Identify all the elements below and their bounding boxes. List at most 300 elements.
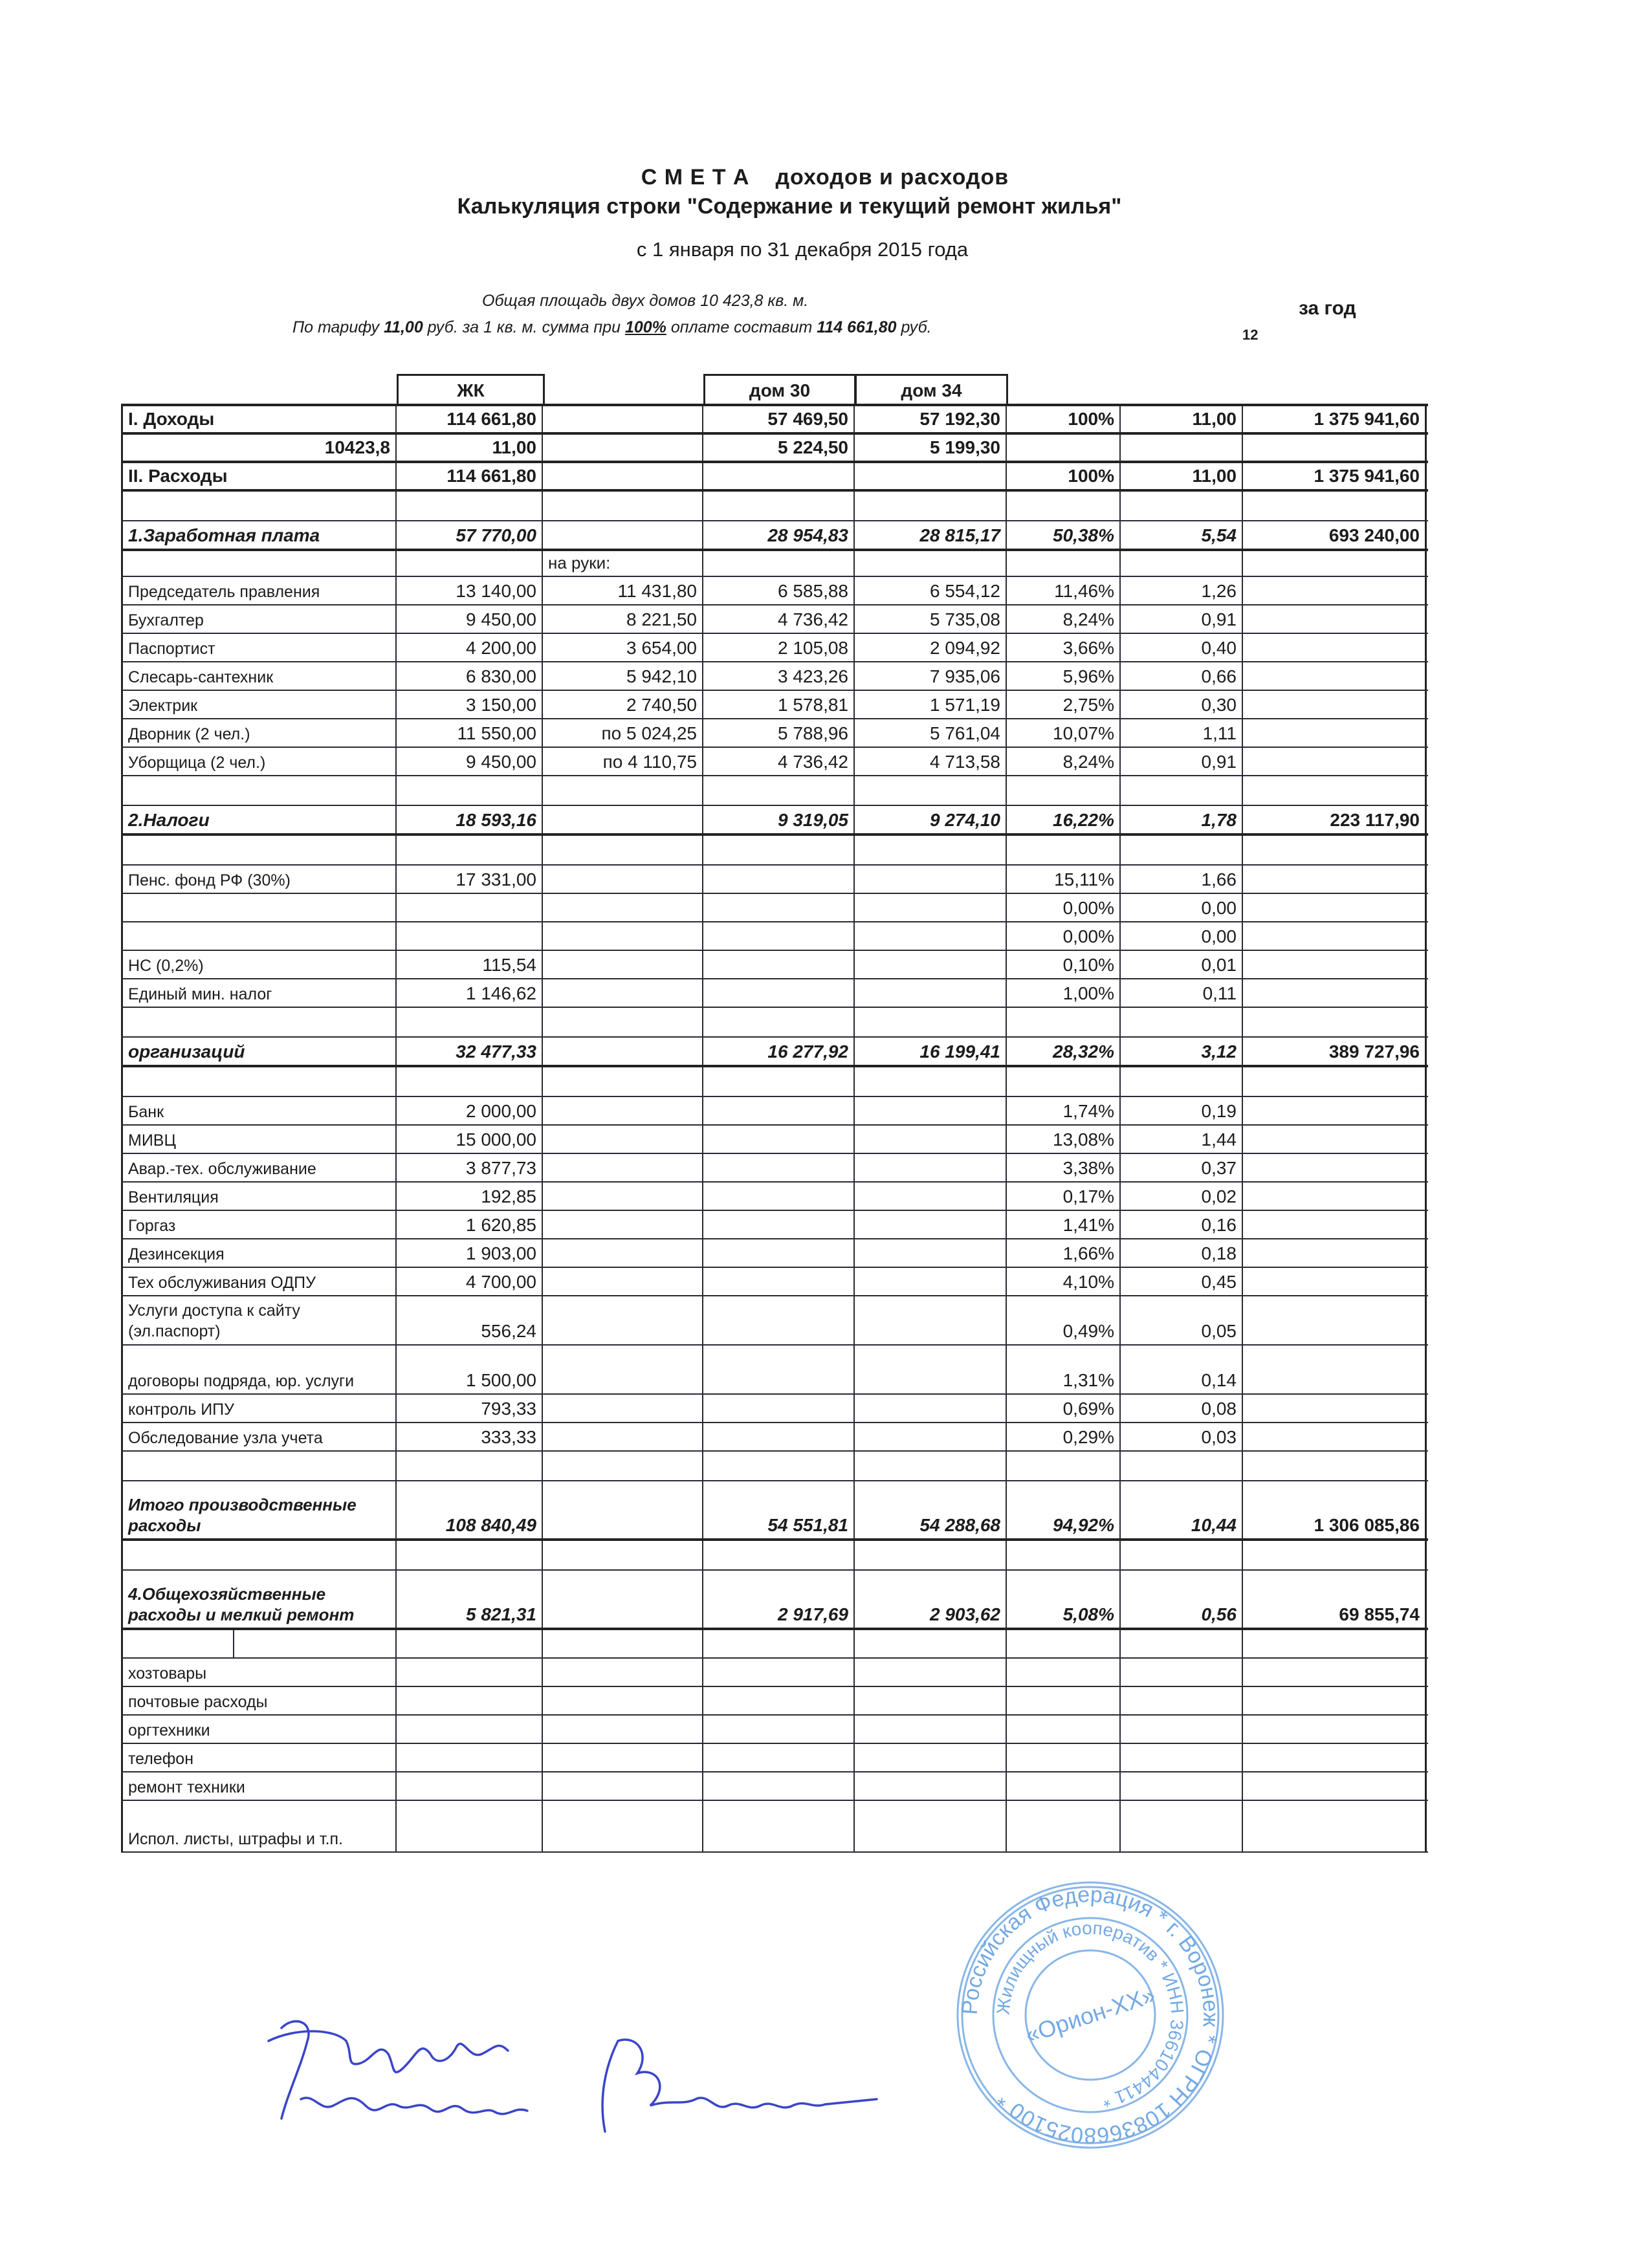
house30-amount [703, 1239, 855, 1267]
house34-amount: 5 199,30 [855, 435, 1007, 461]
share-percent [1007, 1687, 1121, 1714]
net-amount [543, 1097, 703, 1124]
table-row [121, 463, 1428, 492]
table-row [121, 1211, 1428, 1239]
rate-per-sqm [1121, 1772, 1243, 1800]
zhk-amount: 556,24 [397, 1296, 543, 1344]
zhk-amount: 1 620,85 [397, 1211, 543, 1238]
rate-per-sqm: 1,78 [1121, 806, 1243, 833]
house30-amount [703, 1801, 855, 1851]
house30-amount: 5 224,50 [703, 435, 855, 461]
zhk-amount: 115,54 [397, 951, 543, 978]
rate-per-sqm [1121, 836, 1243, 864]
rate-per-sqm: 1,44 [1121, 1126, 1243, 1153]
net-amount: 3 654,00 [543, 634, 703, 661]
rate-per-sqm [1121, 1716, 1243, 1743]
rate-per-sqm: 1,66 [1121, 866, 1243, 893]
house34-amount: 2 903,62 [855, 1571, 1007, 1628]
annual-amount: 693 240,00 [1243, 521, 1427, 549]
annual-amount [1243, 1687, 1427, 1714]
row-label [121, 1067, 397, 1096]
annual-amount [1243, 1008, 1427, 1036]
net-amount [543, 406, 703, 432]
net-amount [543, 1481, 703, 1538]
house34-amount [855, 1744, 1007, 1771]
table-row [121, 1452, 1428, 1481]
months-count: 12 [1242, 327, 1259, 343]
share-percent: 16,22% [1007, 806, 1121, 833]
table-row [121, 492, 1428, 521]
estimate-table [121, 404, 1428, 1853]
annual-amount [1243, 1239, 1427, 1267]
table-row [121, 1395, 1428, 1423]
zhk-amount: 11,00 [397, 435, 543, 461]
house30-amount [703, 1772, 855, 1800]
annual-amount [1243, 1659, 1427, 1686]
row-label: Испол. листы, штрафы и т.п. [121, 1801, 397, 1851]
zhk-amount: 793,33 [397, 1395, 543, 1422]
zhk-amount [397, 1744, 543, 1771]
table-row [121, 691, 1428, 719]
zhk-amount: 1 903,00 [397, 1239, 543, 1267]
rate-per-sqm [1121, 1630, 1243, 1657]
row-label [121, 922, 397, 950]
rate-per-sqm [1121, 1008, 1243, 1036]
annual-amount [1243, 836, 1427, 864]
annual-amount: 69 855,74 [1243, 1571, 1427, 1628]
share-percent: 8,24% [1007, 605, 1121, 633]
col-header-house30: дом 30 [703, 374, 856, 404]
table-row [121, 1183, 1428, 1211]
net-amount [543, 1630, 703, 1657]
row-label [121, 836, 397, 864]
share-percent: 100% [1007, 406, 1121, 432]
rate-per-sqm: 0,03 [1121, 1423, 1243, 1450]
net-amount [543, 1571, 703, 1628]
table-row [121, 521, 1428, 551]
annual-amount: 1 306 085,86 [1243, 1481, 1427, 1538]
zhk-amount [397, 551, 543, 576]
house30-amount [703, 1211, 855, 1238]
rate-per-sqm: 0,16 [1121, 1211, 1243, 1238]
house30-amount [703, 951, 855, 978]
net-amount [543, 1268, 703, 1295]
annual-amount [1243, 776, 1427, 805]
row-label: Дезинсекция [121, 1239, 397, 1267]
zhk-amount: 32 477,33 [397, 1038, 543, 1065]
share-percent: 10,07% [1007, 719, 1121, 747]
row-label [121, 1008, 397, 1036]
tariff-suffix: руб. [896, 318, 932, 336]
house34-amount: 4 713,58 [855, 748, 1007, 775]
house34-amount [855, 1239, 1007, 1267]
share-percent [1007, 435, 1121, 461]
net-amount: по 5 024,25 [543, 719, 703, 747]
zhk-amount: 1 500,00 [397, 1346, 543, 1393]
share-percent: 0,00% [1007, 894, 1121, 921]
house30-amount [703, 979, 855, 1007]
table-row [121, 662, 1428, 691]
house34-amount [855, 1687, 1007, 1714]
net-amount [543, 1067, 703, 1096]
house30-amount [703, 922, 855, 950]
net-amount [543, 776, 703, 805]
net-amount [543, 1659, 703, 1686]
share-percent: 50,38% [1007, 521, 1121, 549]
house30-amount [703, 1008, 855, 1036]
net-amount [543, 836, 703, 864]
zhk-amount [397, 1801, 543, 1851]
share-percent [1007, 1772, 1121, 1800]
house34-amount [855, 951, 1007, 978]
table-row [121, 1571, 1428, 1630]
net-amount [543, 1296, 703, 1344]
house34-amount: 9 274,10 [855, 806, 1007, 833]
net-amount [543, 463, 703, 489]
house30-amount [703, 1126, 855, 1153]
table-row [121, 406, 1428, 435]
zhk-amount: 114 661,80 [397, 406, 543, 432]
house34-amount [855, 1772, 1007, 1800]
annual-amount [1243, 1395, 1427, 1422]
house34-amount [855, 836, 1007, 864]
share-percent: 1,66% [1007, 1239, 1121, 1267]
tariff-mid2: оплате составит [666, 318, 817, 336]
rate-per-sqm: 0,66 [1121, 662, 1243, 690]
stamp-center-text: «Орион-ХХ» [1022, 1981, 1159, 2049]
annual-amount [1243, 577, 1427, 604]
table-row [121, 1154, 1428, 1183]
zhk-amount [397, 1772, 543, 1800]
house30-amount [703, 1630, 855, 1657]
annual-amount [1243, 1154, 1427, 1181]
tariff-value: 11,00 [384, 318, 423, 336]
rate-per-sqm [1121, 1687, 1243, 1714]
row-label: МИВЦ [121, 1126, 397, 1153]
house34-amount [855, 1183, 1007, 1210]
house30-amount [703, 836, 855, 864]
rate-per-sqm: 3,12 [1121, 1038, 1243, 1065]
net-amount [543, 894, 703, 921]
net-amount [543, 1239, 703, 1267]
rate-per-sqm: 11,00 [1121, 406, 1243, 432]
net-amount [543, 1346, 703, 1393]
house30-amount: 2 917,69 [703, 1571, 855, 1628]
house34-amount [855, 1008, 1007, 1036]
table-row [121, 1659, 1428, 1687]
organization-stamp [941, 1879, 1239, 2151]
net-amount: 5 942,10 [543, 662, 703, 690]
house34-amount [855, 979, 1007, 1007]
share-percent: 13,08% [1007, 1126, 1121, 1153]
rate-per-sqm [1121, 1801, 1243, 1851]
row-label: контроль ИПУ [121, 1395, 397, 1422]
annual-amount [1243, 1801, 1427, 1851]
house34-amount: 28 815,17 [855, 521, 1007, 549]
annual-amount [1243, 1067, 1427, 1096]
house30-amount [703, 1395, 855, 1422]
zhk-amount: 9 450,00 [397, 748, 543, 775]
annual-amount [1243, 1346, 1427, 1393]
house30-amount [703, 1268, 855, 1295]
net-amount: на руки: [543, 551, 703, 576]
table-row [121, 836, 1428, 866]
net-amount [543, 1452, 703, 1480]
table-row [121, 1772, 1428, 1801]
net-amount: 8 221,50 [543, 605, 703, 633]
row-label: Тех обслуживания ОДПУ [121, 1268, 397, 1295]
row-label: Авар.-тех. обслуживание [121, 1154, 397, 1181]
row-label: хозтовары [121, 1659, 397, 1686]
house30-amount [703, 894, 855, 921]
house34-amount [855, 1126, 1007, 1153]
house30-amount: 1 578,81 [703, 691, 855, 718]
col-header-house34: дом 34 [855, 374, 1008, 404]
total-area-note: Общая площадь двух домов 10 423,8 кв. м. [482, 292, 809, 310]
annual-amount [1243, 691, 1427, 718]
zhk-amount: 3 877,73 [397, 1154, 543, 1181]
house30-amount [703, 1154, 855, 1181]
annual-amount [1243, 605, 1427, 633]
row-label: 2.Налоги [121, 806, 397, 833]
annual-amount [1243, 1126, 1427, 1153]
share-percent: 0,10% [1007, 951, 1121, 978]
annual-amount [1243, 1183, 1427, 1210]
annual-amount [1243, 979, 1427, 1007]
zhk-amount: 5 821,31 [397, 1571, 543, 1628]
table-row [121, 806, 1428, 836]
rate-per-sqm: 1,11 [1121, 719, 1243, 747]
document-subtitle: Калькуляция строки "Содержание и текущий ремонт жилья" [457, 194, 1122, 219]
table-row [121, 1346, 1428, 1395]
rate-per-sqm [1121, 551, 1243, 576]
house34-amount: 5 761,04 [855, 719, 1007, 747]
row-label: I. Доходы [121, 406, 397, 432]
rate-per-sqm [1121, 1744, 1243, 1771]
table-row [121, 634, 1428, 662]
share-percent [1007, 1541, 1121, 1569]
net-amount [543, 1154, 703, 1181]
rate-per-sqm: 0,01 [1121, 951, 1243, 978]
share-percent [1007, 1452, 1121, 1480]
house30-amount [703, 463, 855, 489]
row-label [121, 551, 397, 576]
house30-amount: 3 423,26 [703, 662, 855, 690]
rate-per-sqm [1121, 776, 1243, 805]
share-percent [1007, 1630, 1121, 1657]
cell-divider [123, 1630, 234, 1657]
house30-amount: 28 954,83 [703, 521, 855, 549]
rate-per-sqm: 0,00 [1121, 922, 1243, 950]
house34-amount: 1 571,19 [855, 691, 1007, 718]
row-label: Услуги доступа к сайту (эл.паспорт) [121, 1296, 397, 1344]
house30-amount: 54 551,81 [703, 1481, 855, 1538]
table-row [121, 1008, 1428, 1038]
house30-amount: 57 469,50 [703, 406, 855, 432]
share-percent [1007, 492, 1121, 520]
row-label [121, 776, 397, 805]
table-row [121, 1097, 1428, 1126]
table-row [121, 1630, 1428, 1659]
zhk-amount [397, 1452, 543, 1480]
row-label: Единый мин. налог [121, 979, 397, 1007]
row-label: НС (0,2%) [121, 951, 397, 978]
house34-amount: 7 935,06 [855, 662, 1007, 690]
house34-amount [855, 1659, 1007, 1686]
table-row [121, 1126, 1428, 1154]
signature-strokes [269, 2022, 877, 2132]
house30-amount: 5 788,96 [703, 719, 855, 747]
net-amount [543, 806, 703, 833]
rate-per-sqm: 0,14 [1121, 1346, 1243, 1393]
house30-amount [703, 492, 855, 520]
net-amount [543, 1687, 703, 1714]
row-label: Обследование узла учета [121, 1423, 397, 1450]
zhk-amount [397, 1008, 543, 1036]
zhk-amount: 2 000,00 [397, 1097, 543, 1124]
net-amount [543, 1038, 703, 1065]
rate-per-sqm: 0,56 [1121, 1571, 1243, 1628]
house34-amount: 5 735,08 [855, 605, 1007, 633]
zhk-amount: 114 661,80 [397, 463, 543, 489]
share-percent: 0,49% [1007, 1296, 1121, 1344]
table-row [121, 577, 1428, 605]
row-label [121, 1541, 397, 1569]
table-row [121, 1801, 1428, 1853]
house30-amount: 9 319,05 [703, 806, 855, 833]
house34-amount [855, 1097, 1007, 1124]
row-label: Горгаз [121, 1211, 397, 1238]
net-amount [543, 1008, 703, 1036]
row-label: Пенс. фонд РФ (30%) [121, 866, 397, 893]
house30-amount [703, 1067, 855, 1096]
rate-per-sqm: 0,91 [1121, 748, 1243, 775]
share-percent: 11,46% [1007, 577, 1121, 604]
net-amount: по 4 110,75 [543, 748, 703, 775]
share-percent: 15,11% [1007, 866, 1121, 893]
zhk-amount: 9 450,00 [397, 605, 543, 633]
table-row [121, 951, 1428, 979]
house30-amount: 16 277,92 [703, 1038, 855, 1065]
annual-amount [1243, 1630, 1427, 1657]
rate-per-sqm: 5,54 [1121, 521, 1243, 549]
house34-amount [855, 922, 1007, 950]
rate-per-sqm [1121, 1659, 1243, 1686]
row-label: Вентиляция [121, 1183, 397, 1210]
house30-amount [703, 1716, 855, 1743]
share-percent [1007, 1008, 1121, 1036]
zhk-amount [397, 836, 543, 864]
annual-amount [1243, 662, 1427, 690]
net-amount [543, 1183, 703, 1210]
zhk-amount: 11 550,00 [397, 719, 543, 747]
title-rest: доходов и расходов [775, 165, 1009, 190]
tariff-prefix: По тарифу [292, 318, 384, 336]
net-amount [543, 492, 703, 520]
annual-amount: 223 117,90 [1243, 806, 1427, 833]
share-percent: 0,29% [1007, 1423, 1121, 1450]
table-row [121, 1038, 1428, 1067]
house30-amount: 2 105,08 [703, 634, 855, 661]
row-label: Слесарь-сантехник [121, 662, 397, 690]
share-percent [1007, 1744, 1121, 1771]
share-percent: 5,96% [1007, 662, 1121, 690]
zhk-amount [397, 1659, 543, 1686]
title-word: С М Е Т А [641, 165, 750, 190]
rate-per-sqm: 0,91 [1121, 605, 1243, 633]
zhk-amount: 4 700,00 [397, 1268, 543, 1295]
annual-amount [1243, 551, 1427, 576]
zhk-amount [397, 894, 543, 921]
row-label: договоры подряда, юр. услуги [121, 1346, 397, 1393]
row-label: Бухгалтер [121, 605, 397, 633]
share-percent: 3,38% [1007, 1154, 1121, 1181]
house34-amount [855, 1346, 1007, 1393]
net-amount [543, 922, 703, 950]
row-label: Паспортист [121, 634, 397, 661]
rate-per-sqm: 1,26 [1121, 577, 1243, 604]
annual-amount: 1 375 941,60 [1243, 406, 1427, 432]
house34-amount [855, 1423, 1007, 1450]
table-row [121, 435, 1428, 463]
house30-amount [703, 1423, 855, 1450]
annual-amount [1243, 1772, 1427, 1800]
annual-amount [1243, 748, 1427, 775]
handwritten-signature [256, 2002, 903, 2157]
zhk-amount: 6 830,00 [397, 662, 543, 690]
house34-amount: 6 554,12 [855, 577, 1007, 604]
house34-amount [855, 894, 1007, 921]
house34-amount [855, 1395, 1007, 1422]
annual-amount [1243, 435, 1427, 461]
zhk-amount [397, 922, 543, 950]
tariff-sum: 114 661,80 [817, 318, 897, 336]
net-amount: 11 431,80 [543, 577, 703, 604]
reporting-period: с 1 января по 31 декабря 2015 года [636, 238, 969, 261]
table-row [121, 748, 1428, 776]
rate-per-sqm: 0,18 [1121, 1239, 1243, 1267]
annual-amount: 1 375 941,60 [1243, 463, 1427, 489]
row-label: 4.Общехозяйственные расходы и мелкий ремонт [121, 1571, 397, 1628]
rate-per-sqm: 0,08 [1121, 1395, 1243, 1422]
zhk-amount: 17 331,00 [397, 866, 543, 893]
net-amount [543, 1716, 703, 1743]
share-percent [1007, 1659, 1121, 1686]
rate-per-sqm: 0,40 [1121, 634, 1243, 661]
rate-per-sqm [1121, 435, 1243, 461]
house34-amount [855, 1716, 1007, 1743]
net-amount [543, 1801, 703, 1851]
rate-per-sqm: 0,02 [1121, 1183, 1243, 1210]
house34-amount: 57 192,30 [855, 406, 1007, 432]
house30-amount [703, 1296, 855, 1344]
rate-per-sqm: 0,19 [1121, 1097, 1243, 1124]
rate-per-sqm: 10,44 [1121, 1481, 1243, 1538]
row-label: Уборщица (2 чел.) [121, 748, 397, 775]
table-row [121, 894, 1428, 922]
house34-amount: 2 094,92 [855, 634, 1007, 661]
annual-amount [1243, 894, 1427, 921]
rate-per-sqm [1121, 1452, 1243, 1480]
annual-amount [1243, 1211, 1427, 1238]
zhk-amount [397, 1541, 543, 1569]
year-label: за год [1299, 298, 1356, 319]
table-row [121, 1239, 1428, 1268]
table-row [121, 1541, 1428, 1571]
rate-per-sqm: 0,00 [1121, 894, 1243, 921]
table-row [121, 551, 1428, 577]
annual-amount: 389 727,96 [1243, 1038, 1427, 1065]
